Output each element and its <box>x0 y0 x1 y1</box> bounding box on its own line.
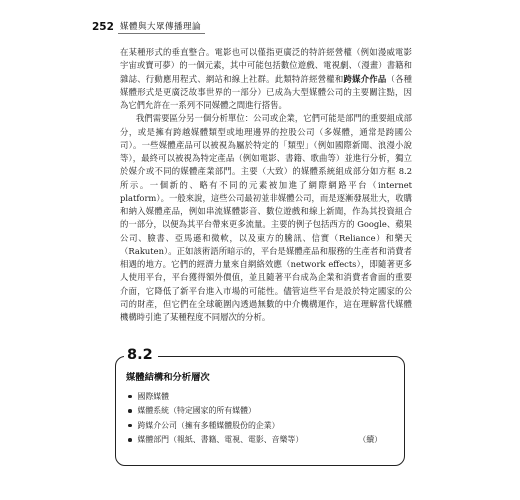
box-list <box>128 389 396 447</box>
paragraph-2: 我們需要區分另一個分析單位：公司或企業，它們可能是部門的重要組成部分，或是擁有跨越媒體類型或地理邊界的控股公司（多媒體，通常是跨國公司）。一些媒體產品可以被視為屬於特定的「類型」（例如國際新聞、浪漫小說等），最終可以被視為特定產品（例如電影、書籍、歌曲等）並進行分析，獨立於媒介或不同的媒體產業部門。主要（大致）的媒體系統組成部分如方框 8.2 所示。一個新的、略有不同的元素被加進了網際網路平台（internet platform）。一般來說，這些公司最初並非媒體公司，而是逐漸發展壯大，收購和納入媒體產品，例如串流媒體影音、數位遊戲和線上新聞，作為其投資組合的一部分，以便為其平台帶來更多流量。主要的例子包括西方的 Google、蘋果公司、臉書、亞馬遜和微軟，以及東方的騰訊、信實（Reliance）和樂天（Rakuten）。正如該術語所暗示的，平台是媒體產品和服務的生產者和消費者相遇的地方。它們的經濟力量來自網絡效應（network effects），即隨著更多人使用平台，平台獲得額外價值，並且隨著平台成為企業和消費者會面的重要介面，它降低了新平台進入市場的可能性。儘管這些平台是設於特定國家的公司的財產，但它們在全球範圍內透過無數的中介機構運作，這在理解當代媒體機構時引進了某種程度不同層次的分析。 <box>120 113 412 322</box>
paragraph-1-part-b: （各種媒體形式是更廣泛故事世界的一部分）已成為大型媒體公司的主要關注點，因為它們允許在一系列不同媒體之間進行搭售。 <box>120 73 413 110</box>
paragraph-1 <box>120 46 412 112</box>
list-item-text: 國際媒體 <box>137 391 170 401</box>
page-header <box>92 20 205 34</box>
list-item <box>128 433 396 448</box>
list-item <box>128 418 396 433</box>
box-title: 媒體結構和分析層次 <box>126 372 210 383</box>
running-title: 媒體與大眾傳播理論 <box>118 20 205 34</box>
continued-note: （續） <box>358 435 382 445</box>
body-text <box>120 46 412 324</box>
page-number: 252 <box>92 21 114 33</box>
list-item-text: 跨媒介公司（擁有多種媒體股份的企業） <box>137 420 280 430</box>
list-item <box>128 389 396 404</box>
bold-term-transmedia: 跨媒介作品 <box>343 73 387 84</box>
bullet-icon <box>128 395 132 399</box>
list-item-text: 媒體系統（特定國家的所有媒體） <box>137 406 256 416</box>
paragraph-1-part-a: 在某種形式的垂直整合。電影也可以僅指更廣泛的特許經營權（例如漫威電影宇宙或寶可夢）的一個元素，其中可能包括數位遊戲、電視劇、（漫畫）書籍和雜誌、行動應用程式、網站和線上社群。此類特許經營權和 <box>120 47 412 84</box>
list-item <box>128 404 396 419</box>
bullet-icon <box>128 424 132 428</box>
bullet-icon <box>128 438 132 442</box>
bullet-icon <box>128 409 132 413</box>
box-8-2 <box>115 347 405 466</box>
box-number: 8.2 <box>124 347 158 363</box>
list-item-text: 媒體部門（報紙、書籍、電視、電影、音樂等） <box>137 435 304 445</box>
